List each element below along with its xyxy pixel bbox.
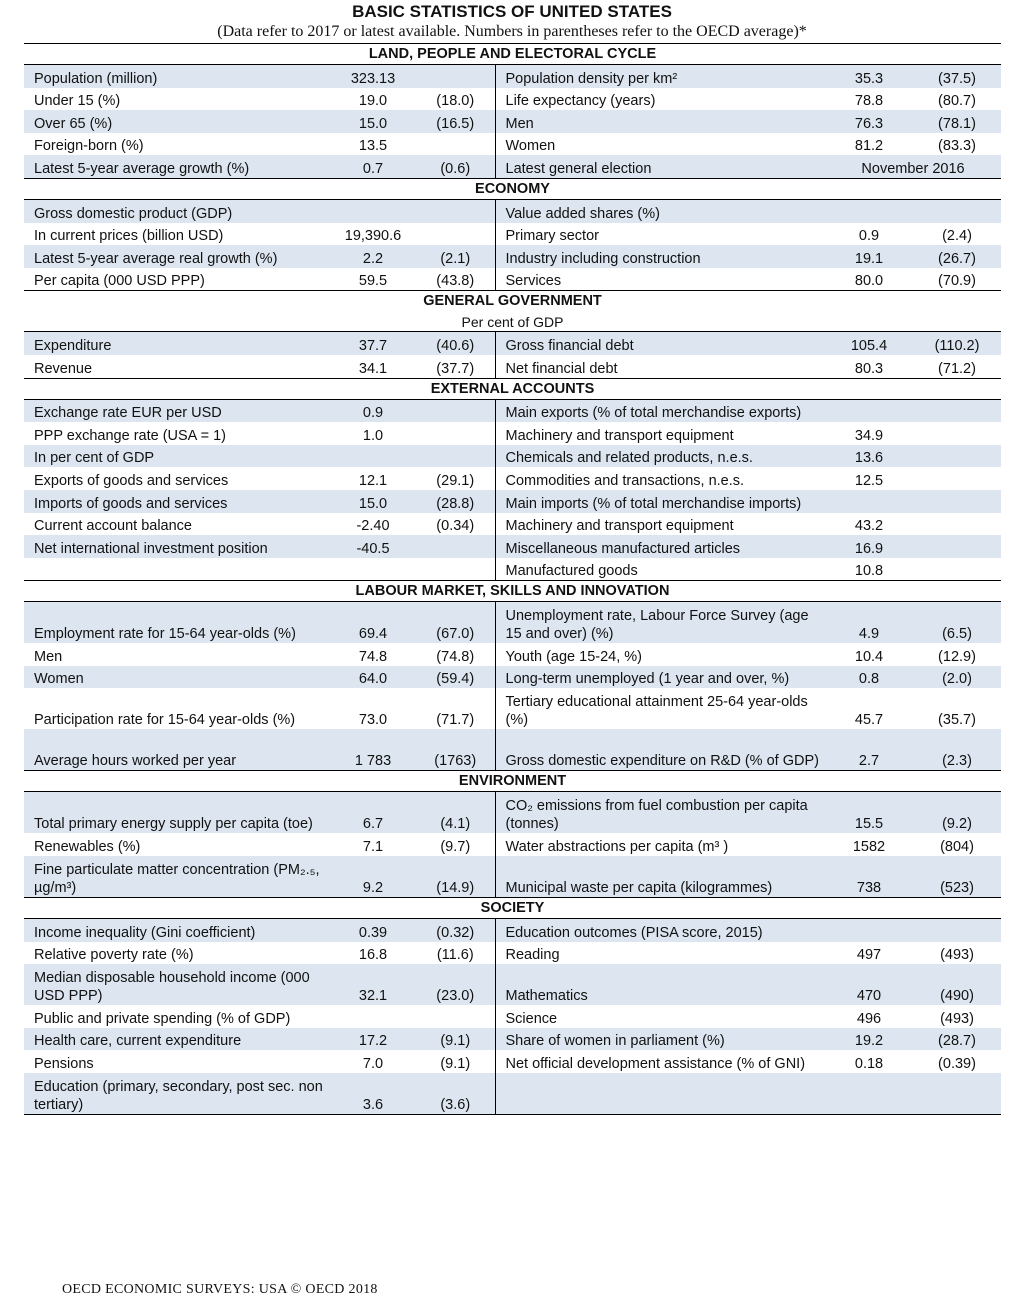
right-value: 105.4 bbox=[825, 332, 913, 355]
right-label: Tertiary educational attainment 25-64 year-olds (%) bbox=[505, 694, 808, 729]
left-label: Latest 5-year average real growth (%) bbox=[24, 245, 330, 268]
left-oecd-average bbox=[416, 399, 495, 422]
section-heading-row bbox=[24, 291, 1001, 312]
left-oecd-average: (0.6) bbox=[416, 155, 495, 178]
left-oecd-average: (37.7) bbox=[416, 355, 495, 378]
section-heading-row bbox=[24, 898, 1001, 919]
section-heading-row bbox=[24, 378, 1001, 399]
right-label: Men bbox=[495, 110, 825, 133]
right-oecd-average: (28.7) bbox=[913, 1028, 1001, 1051]
right-oecd-average: (493) bbox=[940, 1010, 974, 1027]
section-heading: LAND, PEOPLE AND ELECTORAL CYCLE bbox=[24, 44, 1001, 65]
table-row bbox=[24, 792, 1001, 834]
left-value: 7.0 bbox=[362, 1056, 384, 1073]
table-row bbox=[24, 399, 1001, 422]
right-label: Commodities and transactions, n.e.s. bbox=[505, 472, 745, 489]
right-oecd-average bbox=[913, 199, 1001, 222]
left-label: Exchange rate EUR per USD bbox=[24, 399, 330, 422]
table-row bbox=[24, 133, 1001, 156]
section-heading-row bbox=[24, 581, 1001, 602]
left-oecd-average: (3.6) bbox=[416, 1073, 495, 1115]
left-oecd-average: (18.0) bbox=[416, 88, 495, 111]
left-oecd-average: (74.8) bbox=[416, 643, 495, 666]
right-value: 43.2 bbox=[854, 518, 884, 535]
right-value: 497 bbox=[856, 947, 882, 964]
left-label: Foreign-born (%) bbox=[34, 138, 144, 155]
right-label: Water abstractions per capita (m³ ) bbox=[505, 839, 729, 856]
left-oecd-average: (16.5) bbox=[416, 110, 495, 133]
left-value: -2.40 bbox=[356, 518, 390, 535]
right-value: 81.2 bbox=[854, 138, 884, 155]
left-oecd-average bbox=[416, 65, 495, 88]
left-oecd-average: (59.4) bbox=[416, 666, 495, 689]
left-label: In per cent of GDP bbox=[24, 445, 330, 468]
section-heading: SOCIETY bbox=[24, 898, 1001, 919]
table-row bbox=[24, 223, 1001, 246]
right-oecd-average: (2.0) bbox=[913, 666, 1001, 689]
left-label: Public and private spending (% of GDP) bbox=[34, 1010, 291, 1027]
right-value: 4.9 bbox=[825, 602, 913, 644]
table-row bbox=[24, 688, 1001, 729]
right-label: Main imports (% of total merchandise imports) bbox=[495, 490, 825, 513]
table-row bbox=[24, 155, 1001, 178]
left-value: 9.2 bbox=[330, 856, 416, 898]
right-oecd-average bbox=[913, 919, 1001, 942]
left-label: Population (million) bbox=[24, 65, 330, 88]
right-oecd-average: (6.5) bbox=[913, 602, 1001, 644]
table-row bbox=[24, 535, 1001, 558]
right-value: 0.18 bbox=[854, 1056, 884, 1073]
left-oecd-average: (43.8) bbox=[416, 268, 495, 291]
right-oecd-average: (70.9) bbox=[913, 268, 1001, 291]
right-value: 16.9 bbox=[825, 535, 913, 558]
left-label: Participation rate for 15-64 year-olds (%) bbox=[34, 712, 296, 729]
right-value: 0.8 bbox=[825, 666, 913, 689]
section-heading-row bbox=[24, 178, 1001, 199]
left-label: Women bbox=[24, 666, 330, 689]
left-oecd-average: (0.34) bbox=[416, 513, 495, 536]
left-value: 73.0 bbox=[358, 712, 388, 729]
table-row bbox=[24, 1050, 1001, 1073]
table-row bbox=[24, 666, 1001, 689]
table-row bbox=[24, 513, 1001, 536]
left-label bbox=[24, 558, 330, 581]
left-value: 7.1 bbox=[362, 839, 384, 856]
right-value: 80.3 bbox=[825, 355, 913, 378]
table-row bbox=[24, 1005, 1001, 1028]
left-value: 15.0 bbox=[330, 110, 416, 133]
right-oecd-average: (37.5) bbox=[913, 65, 1001, 88]
left-label: Over 65 (%) bbox=[24, 110, 330, 133]
left-label: Net international investment position bbox=[24, 535, 330, 558]
right-value: 35.3 bbox=[825, 65, 913, 88]
left-value: 34.1 bbox=[330, 355, 416, 378]
left-value: 0.7 bbox=[330, 155, 416, 178]
left-value: 2.2 bbox=[330, 245, 416, 268]
left-value: 69.4 bbox=[330, 602, 416, 644]
left-oecd-average bbox=[416, 445, 495, 468]
right-label: Share of women in parliament (%) bbox=[495, 1028, 825, 1051]
left-value: 323.13 bbox=[330, 65, 416, 88]
left-value: 0.9 bbox=[330, 399, 416, 422]
right-oecd-average: (493) bbox=[940, 947, 974, 964]
left-label: Men bbox=[34, 648, 63, 665]
right-oecd-average: (2.3) bbox=[913, 729, 1001, 771]
right-value: 2.7 bbox=[825, 729, 913, 771]
right-label: Life expectancy (years) bbox=[505, 93, 656, 110]
right-label: Municipal waste per capita (kilogrammes) bbox=[495, 856, 825, 898]
right-label: Net official development assistance (% of GNI) bbox=[505, 1056, 806, 1073]
section-heading: LABOUR MARKET, SKILLS AND INNOVATION bbox=[24, 581, 1001, 602]
right-label: Gross domestic expenditure on R&D (% of GDP) bbox=[495, 729, 825, 771]
left-label: Fine particulate matter concentration (PM₂.₅, µg/m³) bbox=[24, 856, 330, 898]
right-value: 78.8 bbox=[854, 93, 884, 110]
left-oecd-average bbox=[416, 223, 495, 246]
table-row bbox=[24, 245, 1001, 268]
left-label: Employment rate for 15-64 year-olds (%) bbox=[24, 602, 330, 644]
table-row bbox=[24, 1028, 1001, 1051]
section-heading: GENERAL GOVERNMENT bbox=[24, 291, 1001, 312]
left-value: 3.6 bbox=[330, 1073, 416, 1115]
statistics-table bbox=[24, 43, 1001, 1115]
right-label: Services bbox=[495, 268, 825, 291]
right-value bbox=[825, 919, 913, 942]
statistics-table-body bbox=[24, 44, 1001, 1115]
right-value-wide: November 2016 bbox=[825, 155, 1001, 178]
right-oecd-average bbox=[913, 445, 1001, 468]
right-label: Population density per km² bbox=[495, 65, 825, 88]
left-label: Income inequality (Gini coefficient) bbox=[24, 919, 330, 942]
right-label: Unemployment rate, Labour Force Survey (age 15 and over) (%) bbox=[495, 602, 825, 644]
table-row bbox=[24, 88, 1001, 111]
right-label: Miscellaneous manufactured articles bbox=[495, 535, 825, 558]
right-label: Latest general election bbox=[495, 155, 825, 178]
right-oecd-average: (71.2) bbox=[913, 355, 1001, 378]
left-value: -40.5 bbox=[330, 535, 416, 558]
left-value: 59.5 bbox=[330, 268, 416, 291]
right-label: Reading bbox=[505, 947, 560, 964]
left-label: Median disposable household income (000 USD PPP) bbox=[24, 964, 330, 1005]
left-oecd-average: (28.8) bbox=[416, 490, 495, 513]
right-value: 15.5 bbox=[825, 792, 913, 834]
left-oecd-average: (0.32) bbox=[416, 919, 495, 942]
left-oecd-average bbox=[416, 422, 495, 445]
left-label: Expenditure bbox=[24, 332, 330, 355]
left-label: Health care, current expenditure bbox=[24, 1028, 330, 1051]
table-row bbox=[24, 833, 1001, 856]
right-oecd-average bbox=[913, 490, 1001, 513]
right-label: Value added shares (%) bbox=[495, 199, 825, 222]
right-value: 19.2 bbox=[825, 1028, 913, 1051]
table-row bbox=[24, 919, 1001, 942]
left-value: 6.7 bbox=[330, 792, 416, 834]
left-label: Revenue bbox=[24, 355, 330, 378]
left-label: Exports of goods and services bbox=[34, 472, 229, 489]
left-oecd-average: (4.1) bbox=[416, 792, 495, 834]
right-label: Gross financial debt bbox=[495, 332, 825, 355]
right-value: 1582 bbox=[852, 839, 886, 856]
table-row bbox=[24, 942, 1001, 965]
right-value: 470 bbox=[825, 964, 913, 1005]
left-value: 32.1 bbox=[330, 964, 416, 1005]
right-label: Machinery and transport equipment bbox=[505, 518, 734, 535]
section-heading-row bbox=[24, 771, 1001, 792]
left-label: Gross domestic product (GDP) bbox=[24, 199, 330, 222]
section-subheading: Per cent of GDP bbox=[24, 311, 1001, 332]
right-value: 76.3 bbox=[825, 110, 913, 133]
table-row bbox=[24, 332, 1001, 355]
left-value: 15.0 bbox=[330, 490, 416, 513]
right-oecd-average: (78.1) bbox=[913, 110, 1001, 133]
left-value: 1 783 bbox=[330, 729, 416, 771]
left-oecd-average: (67.0) bbox=[416, 602, 495, 644]
left-value bbox=[330, 558, 416, 581]
left-oecd-average: (9.7) bbox=[416, 833, 495, 856]
right-oecd-average bbox=[913, 467, 1001, 490]
right-oecd-average: (83.3) bbox=[938, 138, 976, 155]
right-label: Education outcomes (PISA score, 2015) bbox=[495, 919, 825, 942]
table-row bbox=[24, 65, 1001, 88]
document-title: BASIC STATISTICS OF UNITED STATES bbox=[352, 2, 672, 21]
left-value bbox=[330, 199, 416, 222]
left-oecd-average bbox=[416, 535, 495, 558]
left-label: Pensions bbox=[34, 1056, 94, 1073]
page-footer: OECD ECONOMIC SURVEYS: USA © OECD 2018 bbox=[62, 1282, 378, 1297]
right-label: Industry including construction bbox=[495, 245, 825, 268]
left-oecd-average: (40.6) bbox=[416, 332, 495, 355]
section-heading: ENVIRONMENT bbox=[24, 771, 1001, 792]
right-value: 10.8 bbox=[825, 558, 913, 581]
right-label: Primary sector bbox=[505, 228, 599, 245]
left-value: 16.8 bbox=[358, 947, 388, 964]
left-oecd-average: (2.1) bbox=[416, 245, 495, 268]
left-label: Total primary energy supply per capita (toe) bbox=[24, 792, 330, 834]
left-oecd-average: (29.1) bbox=[416, 467, 495, 490]
left-oecd-average: (11.6) bbox=[416, 942, 495, 965]
left-label: Renewables (%) bbox=[34, 839, 141, 856]
right-value: 19.1 bbox=[825, 245, 913, 268]
table-row bbox=[24, 422, 1001, 445]
right-value: 45.7 bbox=[854, 712, 884, 729]
table-row bbox=[24, 964, 1001, 1005]
left-value: 12.1 bbox=[358, 472, 388, 489]
right-label: Machinery and transport equipment bbox=[505, 427, 734, 444]
right-value bbox=[825, 399, 913, 422]
section-heading-row bbox=[24, 44, 1001, 65]
left-label: Relative poverty rate (%) bbox=[34, 947, 194, 964]
right-oecd-average bbox=[913, 535, 1001, 558]
left-label: Average hours worked per year bbox=[24, 729, 330, 771]
right-oecd-average: (80.7) bbox=[938, 93, 976, 110]
right-label: Science bbox=[505, 1010, 558, 1027]
table-row bbox=[24, 729, 1001, 771]
right-label: Net financial debt bbox=[495, 355, 825, 378]
right-oecd-average bbox=[913, 422, 1001, 445]
left-value: 37.7 bbox=[330, 332, 416, 355]
left-oecd-average: (1763) bbox=[416, 729, 495, 771]
right-value: 738 bbox=[825, 856, 913, 898]
section-subheading-row bbox=[24, 311, 1001, 332]
right-oecd-average: (804) bbox=[940, 839, 974, 856]
right-oecd-average: (523) bbox=[913, 856, 1001, 898]
right-oecd-average: (0.39) bbox=[938, 1056, 976, 1073]
right-value bbox=[825, 490, 913, 513]
left-oecd-average: (71.7) bbox=[416, 688, 495, 729]
section-heading: EXTERNAL ACCOUNTS bbox=[24, 378, 1001, 399]
right-value: 80.0 bbox=[825, 268, 913, 291]
right-oecd-average: (110.2) bbox=[913, 332, 1001, 355]
right-oecd-average bbox=[913, 513, 1001, 536]
right-value: 0.9 bbox=[858, 228, 880, 245]
left-oecd-average: (14.9) bbox=[416, 856, 495, 898]
left-label: Under 15 (%) bbox=[34, 93, 121, 110]
left-oecd-average: (9.1) bbox=[416, 1028, 495, 1051]
right-oecd-average: (35.7) bbox=[938, 712, 976, 729]
right-value bbox=[825, 1073, 913, 1115]
left-label: Per capita (000 USD PPP) bbox=[24, 268, 330, 291]
left-label: Imports of goods and services bbox=[24, 490, 330, 513]
table-row bbox=[24, 856, 1001, 898]
right-label: Main exports (% of total merchandise exports) bbox=[495, 399, 825, 422]
table-row bbox=[24, 602, 1001, 644]
left-oecd-average: (23.0) bbox=[416, 964, 495, 1005]
right-value: 496 bbox=[856, 1010, 882, 1027]
right-oecd-average: (9.2) bbox=[913, 792, 1001, 834]
left-label: Latest 5-year average growth (%) bbox=[24, 155, 330, 178]
left-value: 19.0 bbox=[358, 93, 388, 110]
section-heading: ECONOMY bbox=[24, 178, 1001, 199]
left-label: Education (primary, secondary, post sec. non tertiary) bbox=[24, 1073, 330, 1115]
right-label: CO₂ emissions from fuel combustion per capita (tonnes) bbox=[495, 792, 825, 834]
left-oecd-average bbox=[416, 1005, 495, 1028]
right-value: 34.9 bbox=[854, 427, 884, 444]
left-oecd-average: (9.1) bbox=[416, 1050, 495, 1073]
table-row bbox=[24, 110, 1001, 133]
statistics-table-container bbox=[24, 43, 1001, 1115]
table-row bbox=[24, 558, 1001, 581]
right-label bbox=[495, 1073, 825, 1115]
document-subtitle: (Data refer to 2017 or latest available. Numbers in parentheses refer to the OECD average)* bbox=[217, 23, 807, 40]
right-label: Manufactured goods bbox=[495, 558, 825, 581]
left-oecd-average bbox=[416, 133, 495, 156]
left-value: 64.0 bbox=[330, 666, 416, 689]
table-row bbox=[24, 467, 1001, 490]
left-value: 0.39 bbox=[330, 919, 416, 942]
right-oecd-average: (490) bbox=[913, 964, 1001, 1005]
left-oecd-average bbox=[416, 199, 495, 222]
table-row bbox=[24, 490, 1001, 513]
table-row bbox=[24, 643, 1001, 666]
right-value: 13.6 bbox=[825, 445, 913, 468]
right-label: Women bbox=[505, 138, 556, 155]
table-row bbox=[24, 268, 1001, 291]
right-value: 10.4 bbox=[854, 648, 884, 665]
left-value: 1.0 bbox=[362, 427, 384, 444]
left-value bbox=[330, 1005, 416, 1028]
right-oecd-average bbox=[913, 399, 1001, 422]
table-row bbox=[24, 355, 1001, 378]
right-label: Youth (age 15-24, %) bbox=[505, 648, 643, 665]
left-value: 19,390.6 bbox=[344, 228, 402, 245]
right-label: Mathematics bbox=[495, 964, 825, 1005]
right-value: 12.5 bbox=[854, 472, 884, 489]
right-oecd-average bbox=[913, 1073, 1001, 1115]
right-label: Chemicals and related products, n.e.s. bbox=[495, 445, 825, 468]
left-label: PPP exchange rate (USA = 1) bbox=[34, 427, 226, 444]
left-label: In current prices (billion USD) bbox=[34, 228, 224, 245]
left-label: Current account balance bbox=[34, 518, 192, 535]
left-value: 74.8 bbox=[358, 648, 388, 665]
right-oecd-average: (26.7) bbox=[913, 245, 1001, 268]
table-row bbox=[24, 445, 1001, 468]
left-value: 13.5 bbox=[358, 138, 388, 155]
right-oecd-average: (12.9) bbox=[938, 648, 976, 665]
left-value: 17.2 bbox=[330, 1028, 416, 1051]
right-oecd-average bbox=[913, 558, 1001, 581]
right-label: Long-term unemployed (1 year and over, %) bbox=[495, 666, 825, 689]
table-row bbox=[24, 1073, 1001, 1115]
right-oecd-average: (2.4) bbox=[942, 228, 972, 245]
left-value bbox=[330, 445, 416, 468]
left-oecd-average bbox=[416, 558, 495, 581]
right-value bbox=[825, 199, 913, 222]
table-row bbox=[24, 199, 1001, 222]
